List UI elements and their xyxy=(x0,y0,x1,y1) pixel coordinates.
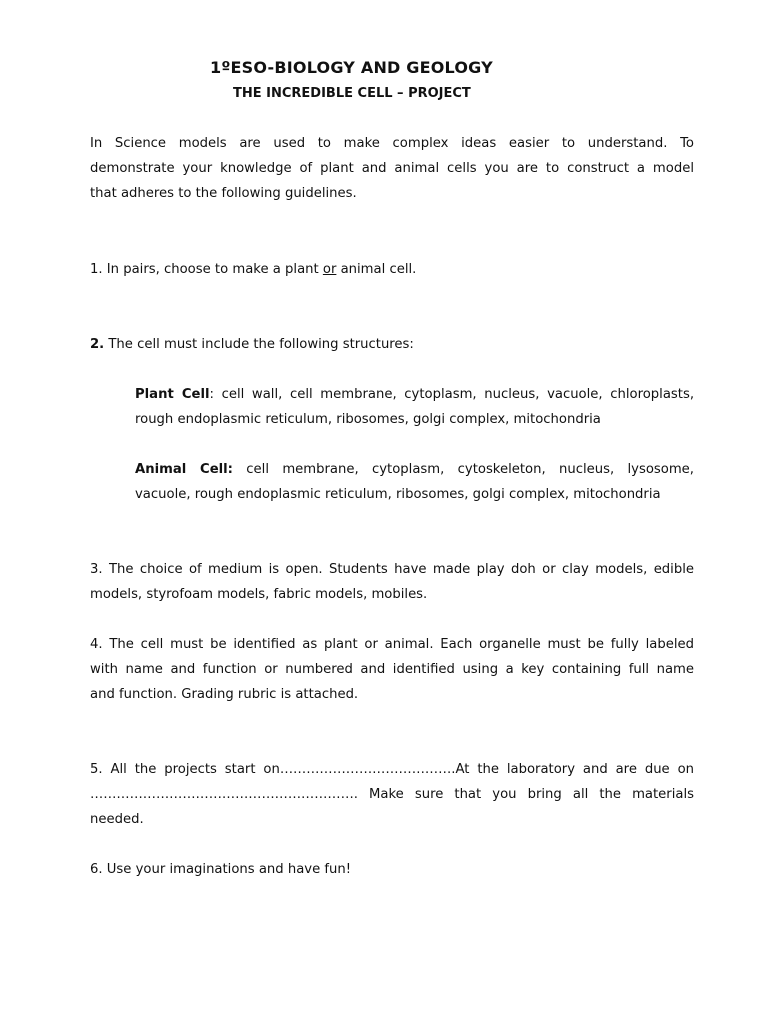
item-1 xyxy=(90,257,694,282)
animal-cell-label: Animal Cell: xyxy=(135,462,233,477)
document-subtitle: THE INCREDIBLE CELL – PROJECT xyxy=(233,86,471,101)
plant-cell-structures-1: : cell wall, cell membrane, cytoplasm, nucleus, vacuole, chloroplasts, xyxy=(209,387,695,402)
item-4-line-2: with name and function or numbered and identified using a key containing full name xyxy=(90,662,694,677)
animal-cell-structures-1: cell membrane, cytoplasm, cytoskeleton, nucleus, lysosome, xyxy=(232,462,694,477)
plant-cell-block xyxy=(135,382,694,432)
item-1-pre: 1. In pairs, choose to make a plant xyxy=(90,262,323,277)
intro-line-3: that adheres to the following guidelines. xyxy=(90,186,357,201)
plant-cell-line-1 xyxy=(135,382,694,407)
document-title: 1ºESO-BIOLOGY AND GEOLOGY xyxy=(210,58,493,77)
intro-line-1: In Science models are used to make complex ideas easier to understand. To xyxy=(90,136,694,151)
item-2-number: 2. xyxy=(90,337,105,352)
item-3-line-2: models, styrofoam models, fabric models, mobiles. xyxy=(90,587,428,602)
animal-cell-structures-2: vacuole, rough endoplasmic reticulum, ribosomes, golgi complex, mitochondria xyxy=(135,487,661,502)
animal-cell-block xyxy=(135,457,694,507)
item-6 xyxy=(90,857,694,882)
item-5 xyxy=(90,757,694,832)
item-1-post: animal cell. xyxy=(336,262,417,277)
item-4-line-3: and function. Grading rubric is attached. xyxy=(90,687,359,702)
intro-line-2: demonstrate your knowledge of plant and animal cells you are to construct a model xyxy=(90,161,694,176)
item-2 xyxy=(90,332,694,357)
plant-cell-label: Plant Cell xyxy=(135,387,210,402)
plant-cell-structures-2: rough endoplasmic reticulum, ribosomes, golgi complex, mitochondria xyxy=(135,412,601,427)
item-6-text: 6. Use your imaginations and have fun! xyxy=(90,862,352,877)
animal-cell-line-1 xyxy=(135,457,694,482)
item-2-text: The cell must include the following structures: xyxy=(104,337,414,352)
item-3 xyxy=(90,557,694,607)
item-5-line-1: 5. All the projects start on………………………………….At the laboratory and are due on xyxy=(90,762,694,777)
item-1-emphasis: or xyxy=(322,262,337,277)
item-4-line-1: 4. The cell must be identified as plant or animal. Each organelle must be fully labeled xyxy=(90,637,694,652)
intro-paragraph xyxy=(90,131,694,206)
item-5-line-3: needed. xyxy=(90,812,144,827)
item-5-line-2: ……………………………………………………. Make sure that you bring all the materials xyxy=(90,787,694,802)
item-4 xyxy=(90,632,694,707)
item-3-line-1: 3. The choice of medium is open. Students have made play doh or clay models, edible xyxy=(90,562,694,577)
